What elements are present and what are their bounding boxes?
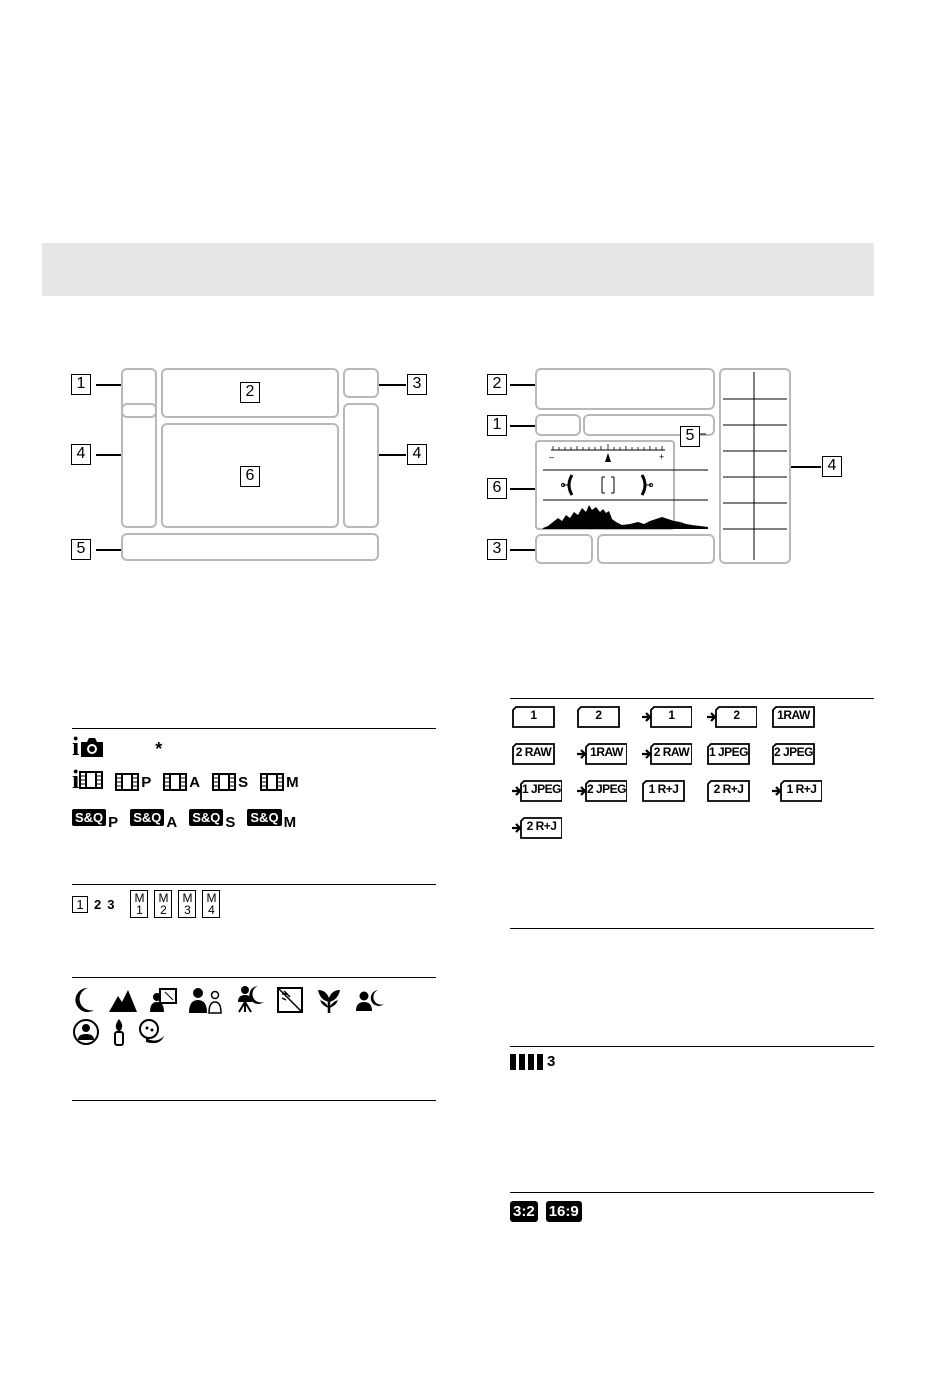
monitor-layout-diagram-right <box>0 0 950 600</box>
media-slot-label: 1RAW <box>777 708 810 722</box>
media-slot-label: 2 <box>733 708 740 722</box>
divider <box>72 884 436 885</box>
memory-3-label: 3 <box>107 896 115 912</box>
media-slot-icon <box>642 779 686 802</box>
callout-6: 6 <box>240 466 260 487</box>
media-slot-arrow-icon <box>512 816 556 839</box>
movie-a-icon: A <box>163 772 200 792</box>
callout-1: 1 <box>487 415 507 436</box>
night-portrait-tripod-icon <box>234 984 266 1014</box>
media-slot-arrow-icon <box>577 779 627 802</box>
leader-line <box>510 549 535 551</box>
media-slot-arrow-icon <box>772 779 816 802</box>
low-light-icon <box>110 1018 128 1046</box>
intelligent-auto-movie-icon: i <box>72 768 103 792</box>
memory-m2-box: M 2 <box>154 890 172 918</box>
memory-m4-box: M 4 <box>202 890 220 918</box>
media-slot-label: 1RAW <box>590 745 623 759</box>
right-grid-lines <box>0 0 950 600</box>
media-slot-icon <box>772 742 816 765</box>
memory-m1-box: M 1 <box>130 890 148 918</box>
infant-icon <box>138 1018 166 1046</box>
media-slot-arrow-icon <box>707 705 751 728</box>
callout-5: 5 <box>71 539 91 560</box>
histogram <box>543 505 708 529</box>
sq-a-icon: S&Q A <box>130 805 177 830</box>
night-scene-icon <box>72 986 98 1014</box>
media-slot-icon <box>707 779 751 802</box>
callout-1: 1 <box>71 374 91 395</box>
star-mark: * <box>155 739 163 759</box>
callout-3: 3 <box>407 374 427 395</box>
landscape-icon <box>108 986 138 1014</box>
divider <box>510 698 874 699</box>
media-slot-label: 1 R+J <box>648 782 679 796</box>
media-slot-icon <box>707 742 751 765</box>
shooting-mode-row-3 <box>72 805 296 830</box>
media-slot-label: 1 R+J <box>786 782 817 796</box>
night-portrait-icon <box>354 986 386 1014</box>
meter-minus-sign: – <box>549 452 555 462</box>
aspect-16-9-icon: 16:9 <box>546 1201 582 1222</box>
leader-line <box>510 384 535 386</box>
callout-4-right: 4 <box>407 444 427 465</box>
divider <box>510 928 874 929</box>
media-slot-label: 2 RAW <box>515 745 552 759</box>
macro-icon <box>314 986 344 1014</box>
callout-4: 4 <box>822 456 842 477</box>
divider <box>510 1192 874 1193</box>
memory-1-box: 1 <box>72 896 88 913</box>
media-slot-label: 1 JPEG <box>708 745 749 759</box>
sq-m-icon: S&Q M <box>247 805 296 830</box>
scene-icons-row-2 <box>72 1018 166 1046</box>
callout-2: 2 <box>487 374 507 395</box>
spotlight-portrait-icon <box>72 1018 100 1046</box>
media-slot-label: 1 <box>530 708 537 722</box>
divider <box>72 1100 436 1101</box>
sq-p-icon: S&Q P <box>72 805 118 830</box>
leader-line <box>510 488 535 490</box>
media-slot-label: 2 R+J <box>713 782 744 796</box>
media-slot-arrow-icon <box>642 742 690 765</box>
callout-5: 5 <box>680 426 700 447</box>
media-slot-arrow-icon <box>512 779 562 802</box>
memory-m3-box: M 3 <box>178 890 196 918</box>
battery-number: 3 <box>547 1053 556 1070</box>
media-slot-icon <box>772 705 816 728</box>
media-slot-icon <box>577 705 621 728</box>
media-slot-label: 2 JPEG <box>773 745 814 759</box>
media-slot-icon <box>512 742 556 765</box>
movie-s-icon: S <box>212 772 248 792</box>
memory-recall-row <box>72 890 220 918</box>
media-slot-label: 1 <box>668 708 675 722</box>
callout-6: 6 <box>487 478 507 499</box>
aspect-3-2-icon: 3:2 <box>510 1201 538 1222</box>
movie-m-icon: M <box>260 772 299 792</box>
media-slot-arrow-icon <box>642 705 686 728</box>
callout-4-left: 4 <box>71 444 91 465</box>
shooting-mode-row-1 <box>72 732 163 761</box>
movie-p-icon: P <box>115 772 151 792</box>
media-slot-label: 2 <box>595 708 602 722</box>
memory-2-label: 2 <box>94 896 102 912</box>
divider <box>72 728 436 729</box>
backlight-portrait-icon <box>148 986 178 1014</box>
divider <box>510 1046 874 1047</box>
leader-line <box>510 425 535 427</box>
media-slot-label: 2 JPEG <box>586 782 627 796</box>
sq-s-icon: S&Q S <box>189 805 235 830</box>
portrait-icon <box>188 986 224 1014</box>
media-slot-label: 2 RAW <box>653 745 690 759</box>
meter-plus-sign: + <box>659 452 665 462</box>
media-slot-label: 2 R+J <box>526 819 557 833</box>
battery-icon <box>510 1054 555 1070</box>
shooting-mode-row-2 <box>72 765 299 794</box>
callout-2: 2 <box>240 382 260 403</box>
aspect-ratio-row <box>510 1201 582 1222</box>
backlight-icon <box>276 986 304 1014</box>
callout-3: 3 <box>487 539 507 560</box>
divider <box>72 977 436 978</box>
intelligent-auto-icon: i <box>72 735 105 759</box>
media-slot-label: 1 JPEG <box>521 782 562 796</box>
leader-line <box>791 466 821 468</box>
media-slot-icon <box>512 705 556 728</box>
media-slot-arrow-icon <box>577 742 621 765</box>
scene-icons-row-1 <box>72 984 386 1014</box>
